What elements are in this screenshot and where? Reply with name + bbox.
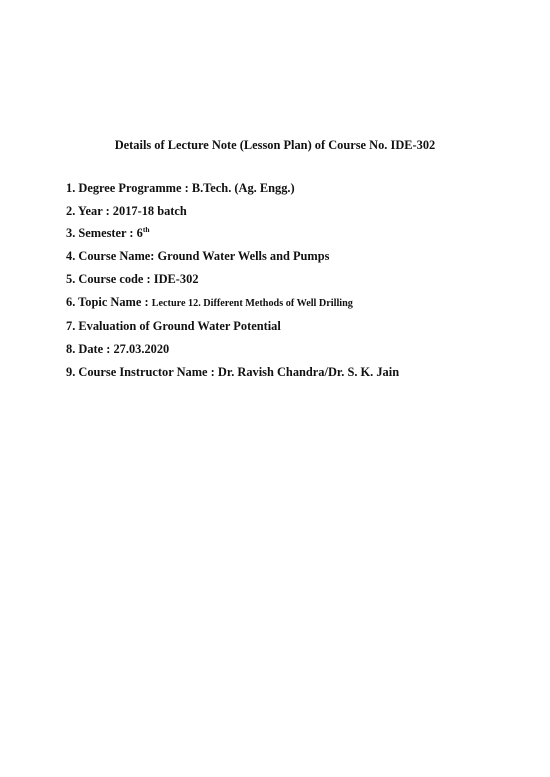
course-name-item (66, 245, 399, 268)
item-value: 27.03.2020 (113, 341, 170, 356)
item-label: 5. Course code : (66, 271, 154, 286)
item-value: Dr. Ravish Chandra/Dr. S. K. Jain (217, 364, 400, 379)
item-value: 6 (136, 226, 143, 241)
item-label: 1. Degree Programme : (66, 181, 192, 195)
evaluation-item (66, 315, 399, 338)
year-item (66, 200, 399, 223)
semester-item (66, 222, 399, 245)
item-label: 8. Date : (66, 341, 114, 356)
item-label: 3. Semester : (66, 226, 137, 241)
document-title: Details of Lecture Note (Lesson Plan) of Course No. IDE-302 (114, 138, 436, 152)
item-value: 2017-18 batch (112, 203, 187, 218)
item-label: 2. Year : (66, 203, 113, 218)
item-label: 7. Evaluation of Ground Water Potential (66, 319, 281, 334)
item-value: B.Tech. (Ag. Engg.) (191, 181, 295, 195)
topic-name-item (66, 291, 399, 316)
item-label: 9. Course Instructor Name : (66, 364, 218, 379)
item-value: IDE-302 (153, 271, 199, 286)
item-value: Lecture 12. Different Methods of Well Drilling (151, 297, 353, 309)
instructor-item (66, 361, 399, 384)
lesson-details-list (66, 177, 399, 383)
date-item (66, 338, 399, 361)
item-label: 4. Course Name: (66, 249, 158, 264)
item-label: 6. Topic Name : (66, 294, 152, 309)
course-code-item (66, 268, 399, 291)
ordinal-suffix: th (142, 225, 150, 235)
degree-programme-item (66, 177, 399, 200)
item-value: Ground Water Wells and Pumps (157, 249, 330, 264)
